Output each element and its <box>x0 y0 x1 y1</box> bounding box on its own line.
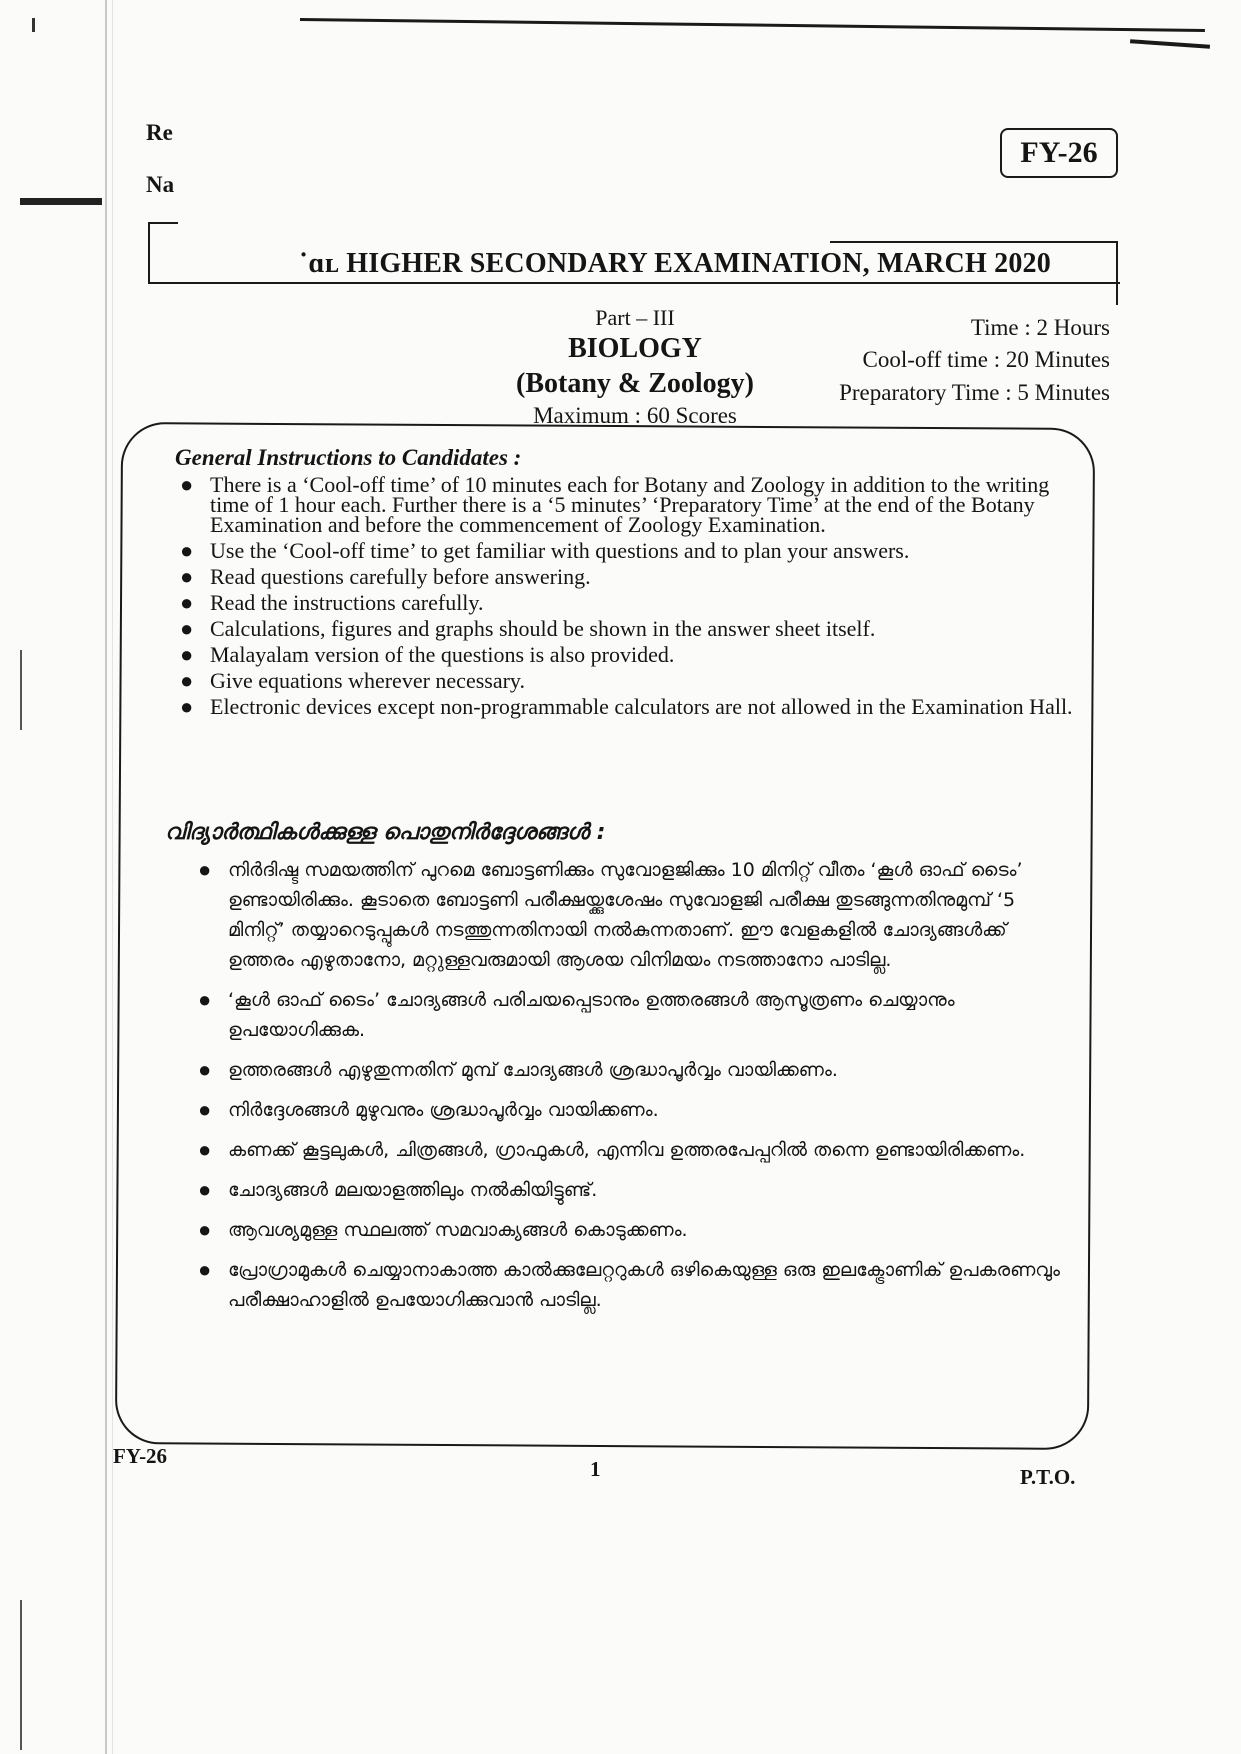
exam-box-border <box>1116 241 1118 305</box>
list-item <box>198 1175 1068 1205</box>
scan-left-tick <box>32 18 35 32</box>
name-label: Na <box>146 172 175 197</box>
instruction-text: പ്രോഗ്രാമുകൾ ചെയ്യാനാകാത്ത കാൽക്കുലേറ്ററുകൾ ഒഴികെയുള്ള ഒരു ഇലക്ട്രോണിക് ഉപകരണവും പരീക്ഷാഹാളിൽ ഉപയോഗിക്കുവാൻ പാടില്ല. <box>228 1259 1060 1311</box>
malayalam-instructions-heading: വിദ്യാർത്ഥികൾക്കുള്ള പൊതുനിർദ്ദേശങ്ങൾ : <box>165 820 606 845</box>
list-item <box>180 564 1076 589</box>
instruction-text: നിർദിഷ്ട സമയത്തിന് പുറമെ ബോട്ടണിക്കും സുവോളജിക്കും 10 മിനിറ്റ് വീതം ‘കൂൾ ഓഫ് ടൈം’ ഉണ്ടായിരിക്കും. കൂടാതെ ബോട്ടണി പരീക്ഷയ്ക്കുശേഷം സുവോളജി പരീക്ഷ തുടങ്ങുന്നതിനുമുമ്പ് ‘5 മിനിറ്റ്’ തയ്യാറെടുപ്പുകൾ നടത്തുന്നതിനായി നൽകുന്നതാണ്. ഈ വേളകളിൽ ചോദ്യങ്ങൾക്ക് ഉത്തരം എഴുതാനോ, മറ്റുള്ളവരുമായി ആശയ വിനിമയം നടത്താനോ പാടില്ല. <box>228 859 1023 971</box>
scan-left-bar <box>20 198 102 205</box>
list-item <box>198 1135 1068 1165</box>
bullet-icon: ● <box>180 668 194 693</box>
instruction-text: കണക്ക് കൂട്ടലുകൾ, ചിത്രങ്ങൾ, ഗ്രാഫുകൾ, എന്നിവ ഉത്തരപേപ്പറിൽ തന്നെ ഉണ്ടായിരിക്കണം. <box>228 1139 1026 1161</box>
instruction-text: There is a ‘Cool-off time’ of 10 minutes each for Botany and Zoology in addition to the writing time of 1 hour each. Further there is a ‘5 minutes’ ‘Preparatory Time’ at the end of the Botany Examination and before the commencement of Zoology Examination. <box>210 472 1050 537</box>
list-item <box>180 668 1076 693</box>
bullet-icon: ● <box>198 1217 212 1242</box>
exam-title: ˙ɑʟ HIGHER SECONDARY EXAMINATION, MARCH 2020 <box>249 248 1051 279</box>
instruction-text: ആവശ്യമുള്ള സ്ഥലത്ത് സമവാക്യങ്ങൾ കൊടുക്കണം. <box>228 1219 688 1241</box>
malayalam-instructions-list <box>198 855 1068 1325</box>
bullet-icon: ● <box>180 564 194 589</box>
scan-margin-line <box>105 0 107 1754</box>
bullet-icon: ● <box>198 1057 212 1082</box>
instruction-text: ചോദ്യങ്ങൾ മലയാളത്തിലും നൽകിയിട്ടുണ്ട്. <box>228 1179 598 1201</box>
bullet-icon: ● <box>198 1257 212 1282</box>
instruction-text: Read the instructions carefully. <box>210 590 484 615</box>
scan-left-mark <box>20 650 22 730</box>
bullet-icon: ● <box>198 857 212 882</box>
list-item <box>180 472 1076 537</box>
exam-box-border <box>830 241 1118 243</box>
page-number: 1 <box>590 1457 601 1481</box>
cool-off-time: Cool-off time : 20 Minutes <box>862 347 1110 372</box>
bullet-icon: ● <box>180 538 194 563</box>
bullet-icon: ● <box>180 590 194 615</box>
instruction-text: Electronic devices except non-programmable calculators are not allowed in the Examination Hall. <box>210 694 1073 719</box>
subject-subtitle: (Botany & Zoology) <box>516 368 754 399</box>
bullet-icon: ● <box>198 1137 212 1162</box>
list-item <box>198 985 1068 1045</box>
scan-margin-line-faint <box>112 0 113 1754</box>
time-allowed: Time : 2 Hours <box>970 315 1110 340</box>
instruction-text: Malayalam version of the questions is also provided. <box>210 642 675 667</box>
footer-paper-code: FY-26 <box>113 1444 168 1468</box>
list-item <box>198 1215 1068 1245</box>
instruction-text: Read questions carefully before answering. <box>210 564 591 589</box>
list-item <box>180 694 1076 719</box>
list-item <box>198 1255 1068 1315</box>
preparatory-time: Preparatory Time : 5 Minutes <box>839 380 1110 405</box>
bullet-icon: ● <box>180 472 194 497</box>
please-turn-over: P.T.O. <box>1020 1465 1076 1489</box>
list-item <box>180 538 1076 563</box>
bullet-icon: ● <box>198 987 212 1012</box>
paper-code-badge: FY-26 <box>1000 128 1118 178</box>
bullet-icon: ● <box>180 694 194 719</box>
instructions-heading: General Instructions to Candidates : <box>175 445 522 470</box>
max-score: Maximum : 60 Scores <box>533 403 737 428</box>
instruction-text: Use the ‘Cool-off time’ to get familiar with questions and to plan your answers. <box>210 538 910 563</box>
instruction-text: ഉത്തരങ്ങൾ എഴുതുന്നതിന് മുമ്പ് ചോദ്യങ്ങൾ ശ്രദ്ധാപൂർവ്വം വായിക്കണം. <box>228 1059 838 1081</box>
instruction-text: Give equations wherever necessary. <box>210 668 525 693</box>
list-item <box>180 590 1076 615</box>
instruction-text: Calculations, figures and graphs should be shown in the answer sheet itself. <box>210 616 876 641</box>
bullet-icon: ● <box>198 1177 212 1202</box>
part-label: Part – III <box>595 305 675 330</box>
exam-box-border <box>148 222 178 224</box>
english-instructions-list <box>180 472 1076 723</box>
list-item <box>198 1095 1068 1125</box>
scan-left-mark <box>20 1600 22 1750</box>
list-item <box>180 642 1076 667</box>
instruction-text: നിർദ്ദേശങ്ങൾ മുഴുവനും ശ്രദ്ധാപൂർവ്വം വായിക്കണം. <box>228 1099 659 1121</box>
list-item <box>198 1055 1068 1085</box>
bullet-icon: ● <box>198 1097 212 1122</box>
list-item <box>198 855 1068 975</box>
subject-name: BIOLOGY <box>568 333 702 364</box>
scan-top-tail <box>1130 39 1210 49</box>
scan-top-line <box>300 18 1205 32</box>
bullet-icon: ● <box>180 642 194 667</box>
list-item <box>180 616 1076 641</box>
reg-no-label: Re <box>146 120 173 145</box>
instruction-text: ‘കൂൾ ഓഫ് ടൈം’ ചോദ്യങ്ങൾ പരിചയപ്പെടാനും ഉത്തരങ്ങൾ ആസൂത്രണം ചെയ്യാനും ഉപയോഗിക്കുക. <box>228 989 955 1041</box>
bullet-icon: ● <box>180 616 194 641</box>
